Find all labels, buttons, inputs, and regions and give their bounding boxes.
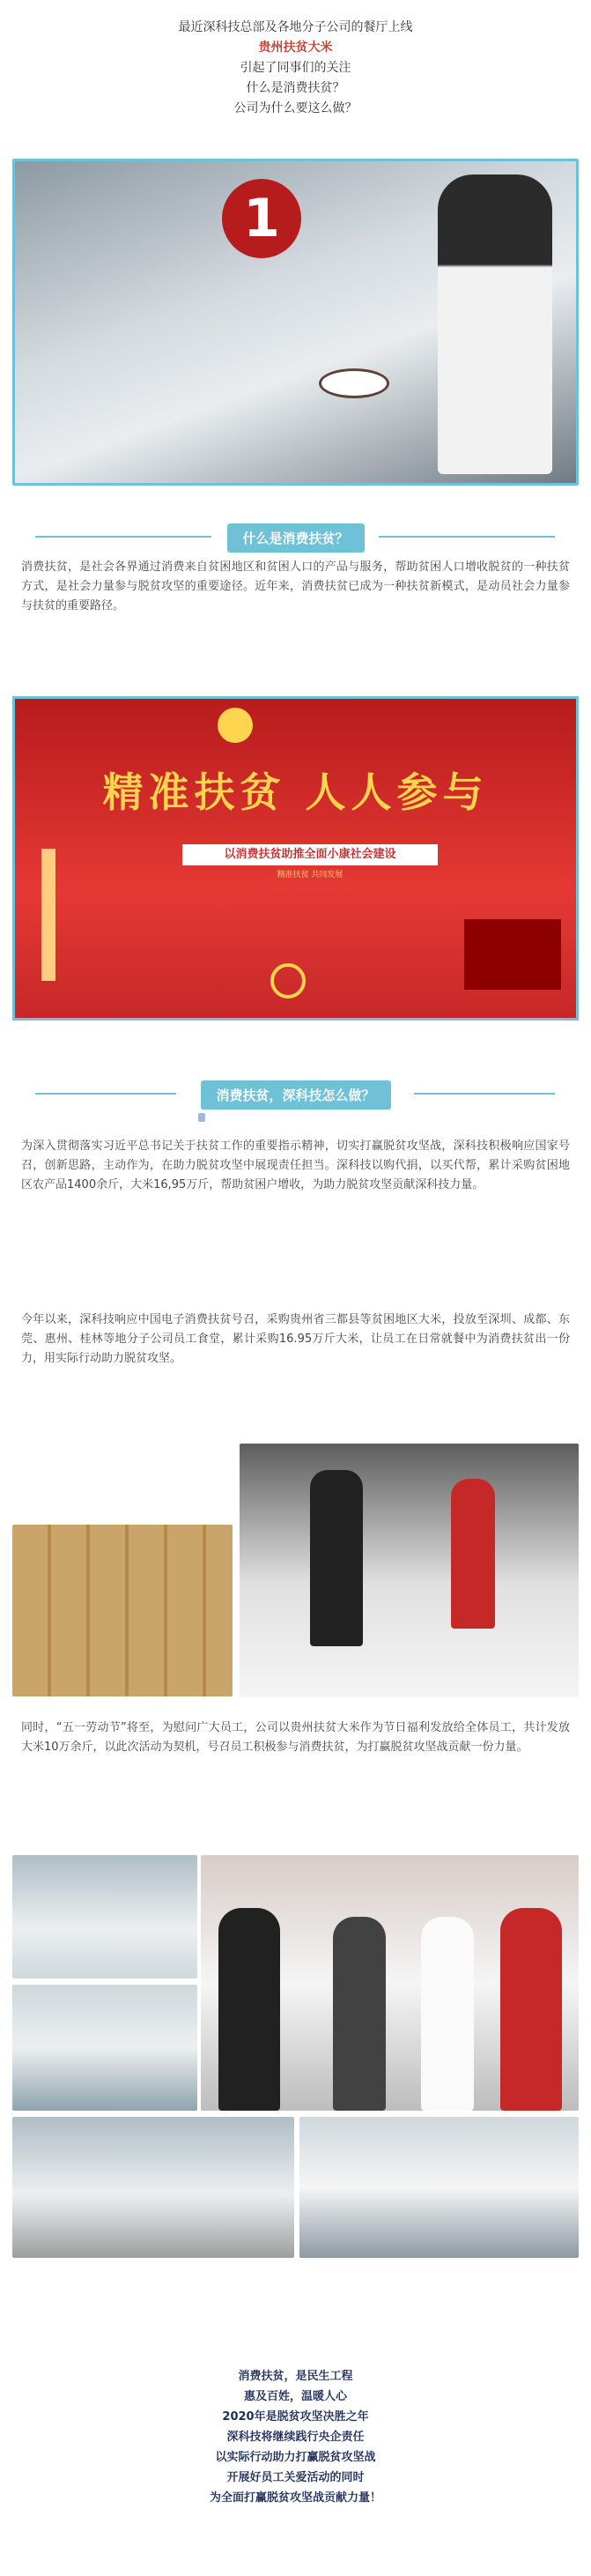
closing-line: 深科技将继续践行央企责任 xyxy=(226,2431,365,2444)
person-figure xyxy=(500,1908,562,2111)
tiananmen-icon xyxy=(464,919,561,990)
emblem-icon xyxy=(218,708,253,743)
section1-paragraph: 消费扶贫，是社会各界通过消费来自贫困地区和贫困人口的产品与服务，帮助贫困人口增收脱贫的一种扶贫方式，是社会力量参与脱贫攻坚的重要途径。近年来，消费扶贫已成为一种扶贫新模式，是动员社会力量参与扶贫的重要路径。 xyxy=(21,560,570,612)
person-figure xyxy=(451,1479,495,1629)
intro-line: 最近深科技总部及各地分子公司的餐厅上线 xyxy=(178,20,413,34)
boxes-photo xyxy=(12,1525,233,1696)
closing-text xyxy=(0,2366,591,2508)
group-photo-5 xyxy=(299,2117,579,2258)
closing-line: 开展好员工关爱活动的同时 xyxy=(226,2471,365,2484)
rice-plate xyxy=(319,368,389,398)
group-photo-2 xyxy=(201,1855,579,2111)
worker-figure xyxy=(438,174,552,474)
canteen-photo xyxy=(12,159,579,486)
closing-line: 惠及百姓，温暖人心 xyxy=(243,2390,347,2403)
hammer-sickle-icon xyxy=(270,963,306,998)
intro-line: 引起了同事们的关注 xyxy=(240,61,351,75)
person-figure xyxy=(310,1470,363,1646)
group-photo-4 xyxy=(12,2117,294,2258)
person-figure xyxy=(421,1917,474,2111)
cursor-icon xyxy=(198,1113,205,1122)
huabiao-icon xyxy=(41,849,55,981)
rice-bags-photo xyxy=(240,1444,579,1697)
hero-banner-sub: 精准扶贫 共同发展 xyxy=(277,871,344,880)
divider xyxy=(414,1093,555,1095)
closing-line: 以实际行动助力打赢脱贫攻坚战 xyxy=(215,2451,376,2464)
intro-line: 什么是消费扶贫？ xyxy=(246,81,345,95)
closing-line: 消费扶贫，是民生工程 xyxy=(238,2370,353,2383)
person-figure xyxy=(333,1917,386,2111)
hero-title: 精准扶贫 人人参与 xyxy=(102,768,489,816)
intro-line-highlight: 贵州扶贫大米 xyxy=(258,41,333,55)
closing-line: 为全面打赢脱贫攻坚战贡献力量！ xyxy=(209,2491,381,2505)
divider xyxy=(35,536,211,538)
group-photo-1 xyxy=(12,1855,197,1978)
hero-banner-text: 以消费扶贫助推全面小康社会建设 xyxy=(182,844,438,865)
divider xyxy=(379,536,555,538)
hero-banner xyxy=(12,696,579,1021)
section-title-1 xyxy=(0,520,591,553)
closing-line: 2020年是脱贫攻坚决胜之年 xyxy=(222,2410,369,2424)
intro-line: 公司为什么要这么做？ xyxy=(233,101,358,115)
section-title-label: 什么是消费扶贫？ xyxy=(226,523,364,553)
section2-paragraph-1: 为深入贯彻落实习近平总书记关于扶贫工作的重要指示精神，切实打赢脱贫攻坚战，深科技积极响应国家号召，创新思路，主动作为，在助力脱贫攻坚中展现责任担当。深科技以购代捐，以买代帮，累计采购贫困地区农产品1400余斤，大米16,95万斤，帮助贫困户增收，为助力脱贫攻坚贡献深科技力量。 xyxy=(21,1140,570,1191)
window-number-sign: 1 xyxy=(222,179,301,258)
section2-paragraph-2: 今年以来，深科技响应中国电子消费扶贫号召，采购贵州省三都县等贫困地区大米，投放至深圳、成都、东莞、惠州、桂林等地分子公司员工食堂，累计采购16.95万斤大米，让员工在日常就餐中为消费扶贫出一份力，用实际行动助力脱贫攻坚。 xyxy=(21,1313,570,1365)
intro-text xyxy=(0,18,591,119)
divider xyxy=(35,1093,176,1095)
section-title-label: 消费扶贫，深科技怎么做？ xyxy=(200,1080,390,1110)
section-title-2 xyxy=(0,1077,591,1110)
section2-paragraph-3: 同时，“五一劳动节”将至，为慰问广大员工，公司以贵州扶贫大米作为节日福利发放给全体员工，共计发放大米10万余斤，以此次活动为契机，号召员工积极参与消费扶贫，为打赢脱贫攻坚战贡献一份力量。 xyxy=(21,1721,570,1754)
person-figure xyxy=(218,1908,280,2111)
group-photo-3 xyxy=(12,1985,197,2111)
